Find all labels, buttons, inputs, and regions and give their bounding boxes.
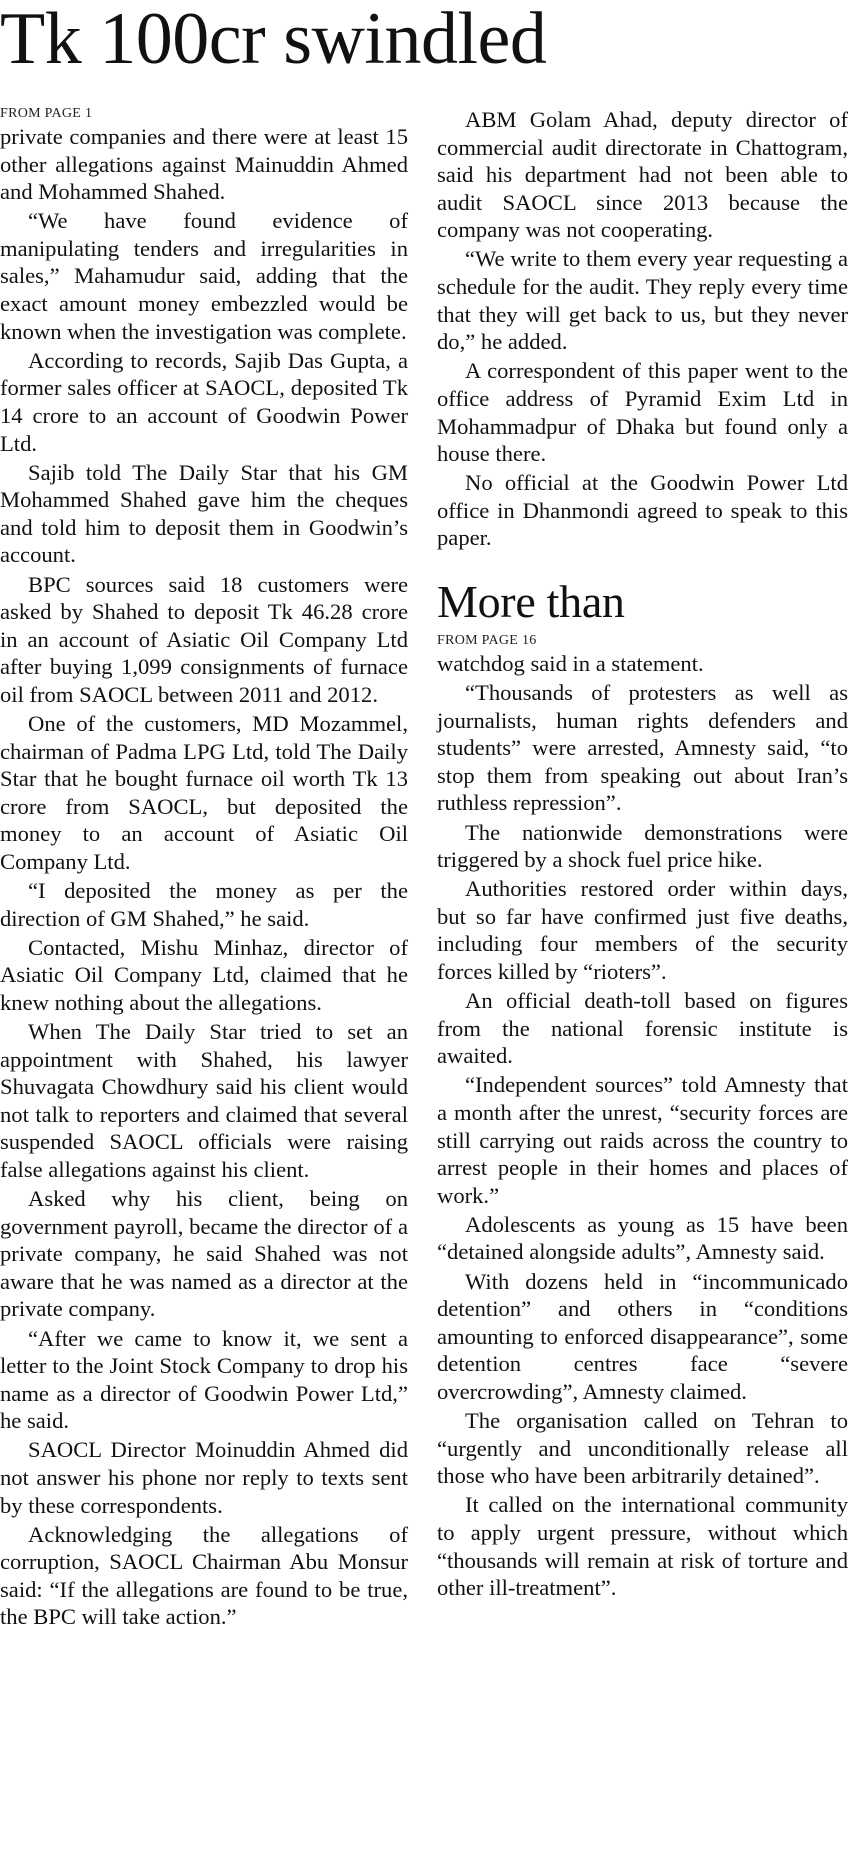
story1-paragraph: A correspondent of this paper went to the office address of Pyramid Exim Ltd in Mohammadpur of Dhaka but found only a house there. [437,358,848,467]
story1-paragraph: No official at the Goodwin Power Ltd office in Dhanmondi agreed to speak to this paper. [437,470,848,551]
story1-paragraph: “After we came to know it, we sent a letter to the Joint Stock Company to drop his name as a director of Goodwin Power Ltd,” he said. [0,1325,408,1434]
story1-paragraph: ABM Golam Ahad, deputy director of commercial audit directorate in Chattogram, said his department had not been able to audit SAOCL since 2013 because the company was not cooperating. [437,107,848,243]
story2-paragraph: “Thousands of protesters as well as journalists, human rights defenders and students” were arrested, Amnesty said, “to stop them from speaking out about Iran’s ruthless repression”. [437,680,848,816]
story2-paragraph: watchdog said in a statement. [437,651,704,676]
story2-paragraph: Adolescents as young as 15 have been “detained alongside adults”, Amnesty said. [437,1211,848,1265]
story1-column-left [0,106,408,1633]
story1-paragraph: Sajib told The Daily Star that his GM Mohammed Shahed gave him the cheques and told him to deposit them in Goodwin’s account. [0,459,408,568]
story2-paragraph: An official death-toll based on figures from the national forensic institute is awaited. [437,988,848,1069]
story1-paragraph: One of the customers, MD Mozammel, chairman of Padma LPG Ltd, told The Daily Star that he bought furnace oil worth Tk 13 crore from SAOCL, but deposited the money to an account of Asiatic Oil Company Ltd. [0,710,408,874]
story1-paragraph: When The Daily Star tried to set an appointment with Shahed, his lawyer Shuvagata Chowdhury said his client would not talk to reporters and claimed that several suspended SAOCL officials were raising false allegations against his client. [0,1019,408,1182]
story1-paragraph: Contacted, Mishu Minhaz, director of Asiatic Oil Company Ltd, claimed that he knew nothing about the allegations. [0,934,408,1015]
story2-paragraph: The nationwide demonstrations were triggered by a shock fuel price hike. [437,819,848,873]
story2-paragraph: The organisation called on Tehran to “urgently and unconditionally release all those who have been arbitrarily detained”. [437,1408,848,1489]
story2-paragraph: It called on the international community to apply urgent pressure, without which “thousands will remain at risk of torture and other ill-treatment”. [437,1492,848,1601]
story1-paragraph: Asked why his client, being on government payroll, became the director of a private company, he said Shahed was not aware that he was named as a director at the private company. [0,1186,408,1322]
story1-paragraph: private companies and there were at least 15 other allegations against Mainuddin Ahmed and Mohammed Shahed. [0,124,408,205]
story1-paragraph: BPC sources said 18 customers were asked by Shahed to deposit Tk 46.28 crore in an account of Asiatic Oil Company Ltd after buying 1,099 consignments of furnace oil from SAOCL between 2011 and 2012. [0,571,408,707]
story1-paragraph-continued: Acknowledging the allegations of corruption, SAOCL Chairman Abu Monsur said: “If the allegations are found to be true, the BPC will take action.” [0,1521,408,1630]
right-column [437,106,848,1603]
story-headline-tk-100cr-swindled: Tk 100cr swindled [0,0,547,80]
jump-label-from-page-16: FROM PAGE 16 [437,633,537,648]
story2-paragraph: “Independent sources” told Amnesty that a month after the unrest, “security forces are still carrying out raids across the country to arrest people in their homes and places of work.” [437,1072,848,1208]
jump-label-from-page-1: FROM PAGE 1 [0,106,93,121]
story-headline-more-than: More than [437,576,625,627]
story1-paragraph: According to records, Sajib Das Gupta, a former sales officer at SAOCL, deposited Tk 14 crore to an account of Goodwin Power Ltd. [0,347,408,456]
story1-paragraph: SAOCL Director Moinuddin Ahmed did not answer his phone nor reply to texts sent by these correspondents. [0,1437,408,1518]
story1-paragraph: “We have found evidence of manipulating tenders and irregularities in sales,” Mahamudur said, adding that the exact amount money embezzled would be known when the investigation was complete. [0,208,408,344]
story1-paragraph: “I deposited the money as per the direction of GM Shahed,” he said. [0,878,408,931]
story1-paragraph: “We write to them every year requesting a schedule for the audit. They reply every time that they will get back to us, but they never do,” he added. [437,246,848,355]
story2-paragraph: Authorities restored order within days, but so far have confirmed just five deaths, including four members of the security forces killed by “rioters”. [437,876,848,985]
story2-paragraph: With dozens held in “incommunicado detention” and others in “conditions amounting to enforced disappearance”, some detention centres face “severe overcrowding”, Amnesty claimed. [437,1268,848,1404]
